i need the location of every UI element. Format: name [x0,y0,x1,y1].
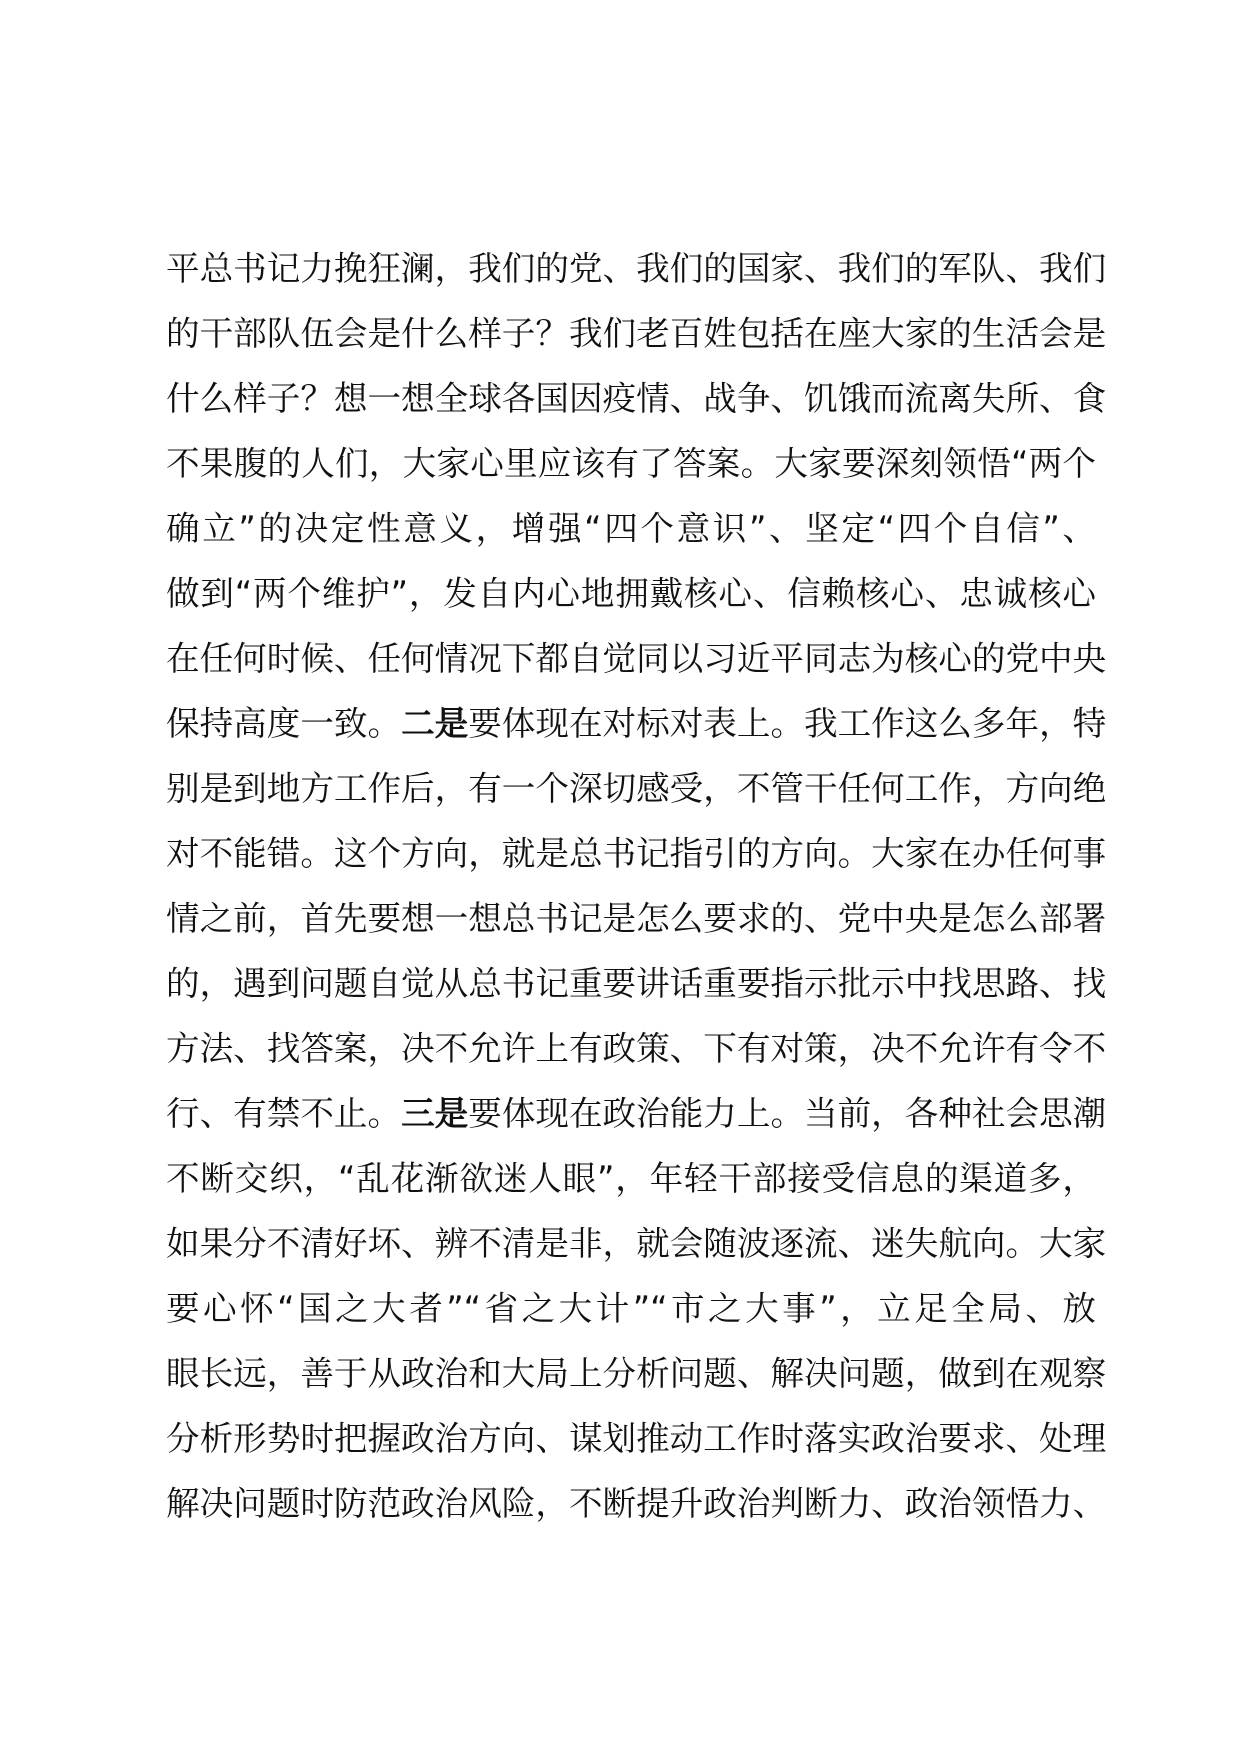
text-run: 要体现在政治能力上。当前，各种社会思潮 [468,1094,1107,1133]
text-run: 方法、找答案，决不允许上有政策、下有对策，决不允许有令不 [166,1029,1107,1068]
text-line [166,691,1107,756]
text-line [166,1406,1107,1471]
text-line [166,886,1107,951]
text-line [166,366,1107,431]
text-run: 解决问题时防范政治风险，不断提升政治判断力、政治领悟力、 [166,1484,1107,1523]
emphasis-text: 二是 [401,704,469,743]
text-run: 的干部队伍会是什么样子？我们老百姓包括在座大家的生活会是 [166,314,1107,353]
body-text [166,236,1107,1536]
text-run: 如果分不清好坏、辨不清是非，就会随波逐流、迷失航向。大家 [166,1224,1107,1263]
text-line [166,1211,1107,1276]
text-line [166,951,1107,1016]
text-run: 不断交织，“乱花渐欲迷人眼”，年轻干部接受信息的渠道多， [166,1159,1096,1198]
text-line [166,821,1107,886]
text-run: 保持高度一致。 [166,704,402,743]
text-run: 不果腹的人们，大家心里应该有了答案。大家要深刻领悟“两个 [166,444,1096,483]
text-run: 在任何时候、任何情况下都自觉同以习近平同志为核心的党中央 [166,639,1107,678]
text-run: 的，遇到问题自觉从总书记重要讲话重要指示批示中找思路、找 [166,964,1107,1003]
text-run: 什么样子？想一想全球各国因疫情、战争、饥饿而流离失所、食 [166,379,1107,418]
text-run: 要心怀“国之大者”“省之大计”“市之大事”，立足全局、放 [166,1289,1096,1328]
text-run: 确立”的决定性意义，增强“四个意识”、坚定“四个自信”、 [166,509,1096,548]
text-run: 行、有禁不止。 [166,1094,402,1133]
emphasis-text: 三是 [401,1094,469,1133]
text-line [166,626,1107,691]
text-line [166,301,1107,366]
text-run: 做到“两个维护”，发自内心地拥戴核心、信赖核心、忠诚核心 [166,574,1096,613]
text-line [166,431,1096,496]
text-line [166,1146,1096,1211]
text-line [166,561,1096,626]
text-line [166,1081,1107,1146]
text-run: 分析形势时把握政治方向、谋划推动工作时落实政治要求、处理 [166,1419,1107,1458]
text-line [166,496,1096,561]
text-run: 对不能错。这个方向，就是总书记指引的方向。大家在办任何事 [166,834,1107,873]
text-line [166,1341,1107,1406]
text-line [166,1016,1107,1081]
text-line [166,236,1107,301]
text-line [166,756,1107,821]
text-run: 平总书记力挽狂澜，我们的党、我们的国家、我们的军队、我们 [166,249,1107,288]
text-line [166,1471,1107,1536]
text-line [166,1276,1096,1341]
text-run: 情之前，首先要想一想总书记是怎么要求的、党中央是怎么部署 [166,899,1107,938]
text-run: 眼长远，善于从政治和大局上分析问题、解决问题，做到在观察 [166,1354,1107,1393]
text-run: 要体现在对标对表上。我工作这么多年，特 [468,704,1107,743]
text-run: 别是到地方工作后，有一个深切感受，不管干任何工作，方向绝 [166,769,1107,808]
